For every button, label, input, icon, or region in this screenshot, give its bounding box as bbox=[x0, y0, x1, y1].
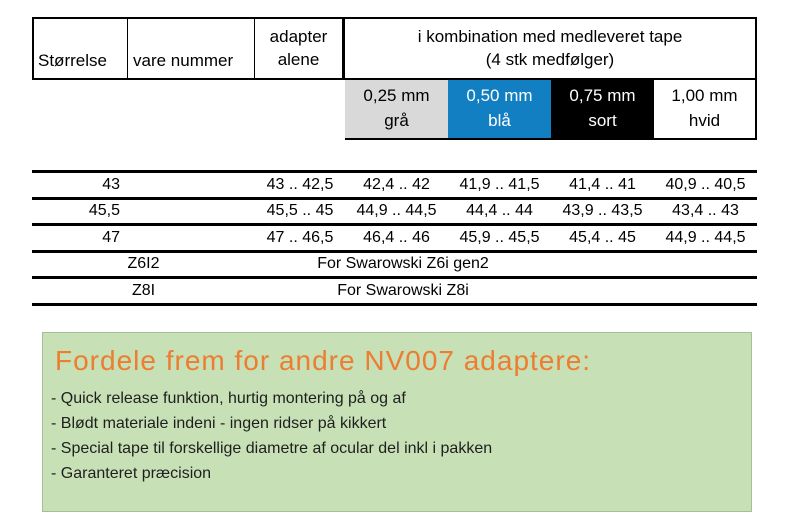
size-value: 47 bbox=[102, 228, 120, 246]
tape-color-label: grå bbox=[384, 111, 409, 130]
header-row bbox=[32, 17, 757, 80]
range-tape-075: 45,4 .. 45 bbox=[569, 228, 636, 246]
tape-color-label: hvid bbox=[688, 111, 721, 130]
tape-header-black bbox=[551, 80, 654, 140]
tape-combination-line1: i kombination med medleveret tape bbox=[417, 26, 683, 46]
header-spacer bbox=[32, 80, 345, 140]
model-code: Z6I2 bbox=[127, 255, 160, 273]
range-tape-050: 45,9 .. 45,5 bbox=[459, 228, 540, 246]
column-header-tape-combination bbox=[345, 19, 755, 78]
range-tape-025: 46,4 .. 46 bbox=[363, 228, 430, 246]
range-tape-075: 41,4 .. 41 bbox=[569, 175, 636, 193]
benefit-item-special-tape: - Special tape til forskellige diametre af ocular del inkl i pakken bbox=[51, 440, 493, 457]
range-tape-025: 44,9 .. 44,5 bbox=[356, 202, 437, 220]
tape-header-white bbox=[654, 80, 757, 140]
column-header-adapter-alone bbox=[255, 19, 345, 78]
table-row-z8i bbox=[32, 276, 757, 303]
column-header-item-number: vare nummer bbox=[128, 19, 255, 78]
table-row-45-5 bbox=[32, 197, 757, 224]
adapter-alone-line2: alene bbox=[277, 49, 320, 69]
range-tape-100: 40,9 .. 40,5 bbox=[665, 175, 746, 193]
tape-thickness-label: 1,00 mm bbox=[671, 86, 738, 106]
tape-color-header-row bbox=[32, 80, 757, 140]
tape-color-label: sort bbox=[588, 111, 617, 130]
model-description: For Swarowski Z6i gen2 bbox=[317, 255, 489, 273]
tape-thickness-label: 0,50 mm bbox=[466, 86, 533, 106]
size-value: 45,5 bbox=[88, 202, 120, 220]
tape-combination-line2: (4 stk medfølger) bbox=[485, 49, 615, 69]
model-code: Z8I bbox=[131, 281, 156, 299]
tape-color-label: blå bbox=[488, 111, 511, 130]
tape-thickness-label: 0,25 mm bbox=[363, 86, 430, 106]
size-value: 43 bbox=[102, 175, 120, 193]
table-row-z6i2 bbox=[32, 250, 757, 277]
range-tape-025: 42,4 .. 42 bbox=[363, 175, 430, 193]
adapter-alone-line1: adapter bbox=[269, 26, 328, 46]
benefits-title: Fordele frem for andre NV007 adaptere: bbox=[55, 345, 592, 376]
benefits-list bbox=[43, 386, 751, 486]
adapter-alone-range: 45,5 .. 45 bbox=[266, 202, 334, 220]
column-header-size: Størrelse bbox=[34, 19, 128, 78]
range-tape-100: 43,4 .. 43 bbox=[672, 202, 739, 220]
range-tape-050: 44,4 .. 44 bbox=[466, 202, 533, 220]
benefit-item-soft-material: - Blødt materiale indeni - ingen ridser på kikkert bbox=[51, 415, 387, 432]
table-row-47 bbox=[32, 223, 757, 250]
table-row-43 bbox=[32, 170, 757, 197]
benefit-item-quick-release: - Quick release funktion, hurtig montering på og af bbox=[51, 390, 406, 407]
adapter-alone-range: 47 .. 46,5 bbox=[266, 228, 334, 246]
model-description: For Swarowski Z8i bbox=[337, 281, 469, 299]
benefits-box bbox=[42, 332, 752, 512]
benefit-item-precision: - Garanteret præcision bbox=[51, 465, 212, 482]
range-tape-050: 41,9 .. 41,5 bbox=[459, 175, 540, 193]
adapter-alone-range: 43 .. 42,5 bbox=[266, 175, 334, 193]
tape-header-blue bbox=[448, 80, 551, 140]
size-header-table bbox=[32, 17, 757, 140]
tape-header-gray bbox=[345, 80, 448, 140]
tape-thickness-label: 0,75 mm bbox=[569, 86, 636, 106]
size-data-table bbox=[32, 170, 757, 306]
range-tape-100: 44,9 .. 44,5 bbox=[665, 228, 746, 246]
range-tape-075: 43,9 .. 43,5 bbox=[562, 202, 643, 220]
